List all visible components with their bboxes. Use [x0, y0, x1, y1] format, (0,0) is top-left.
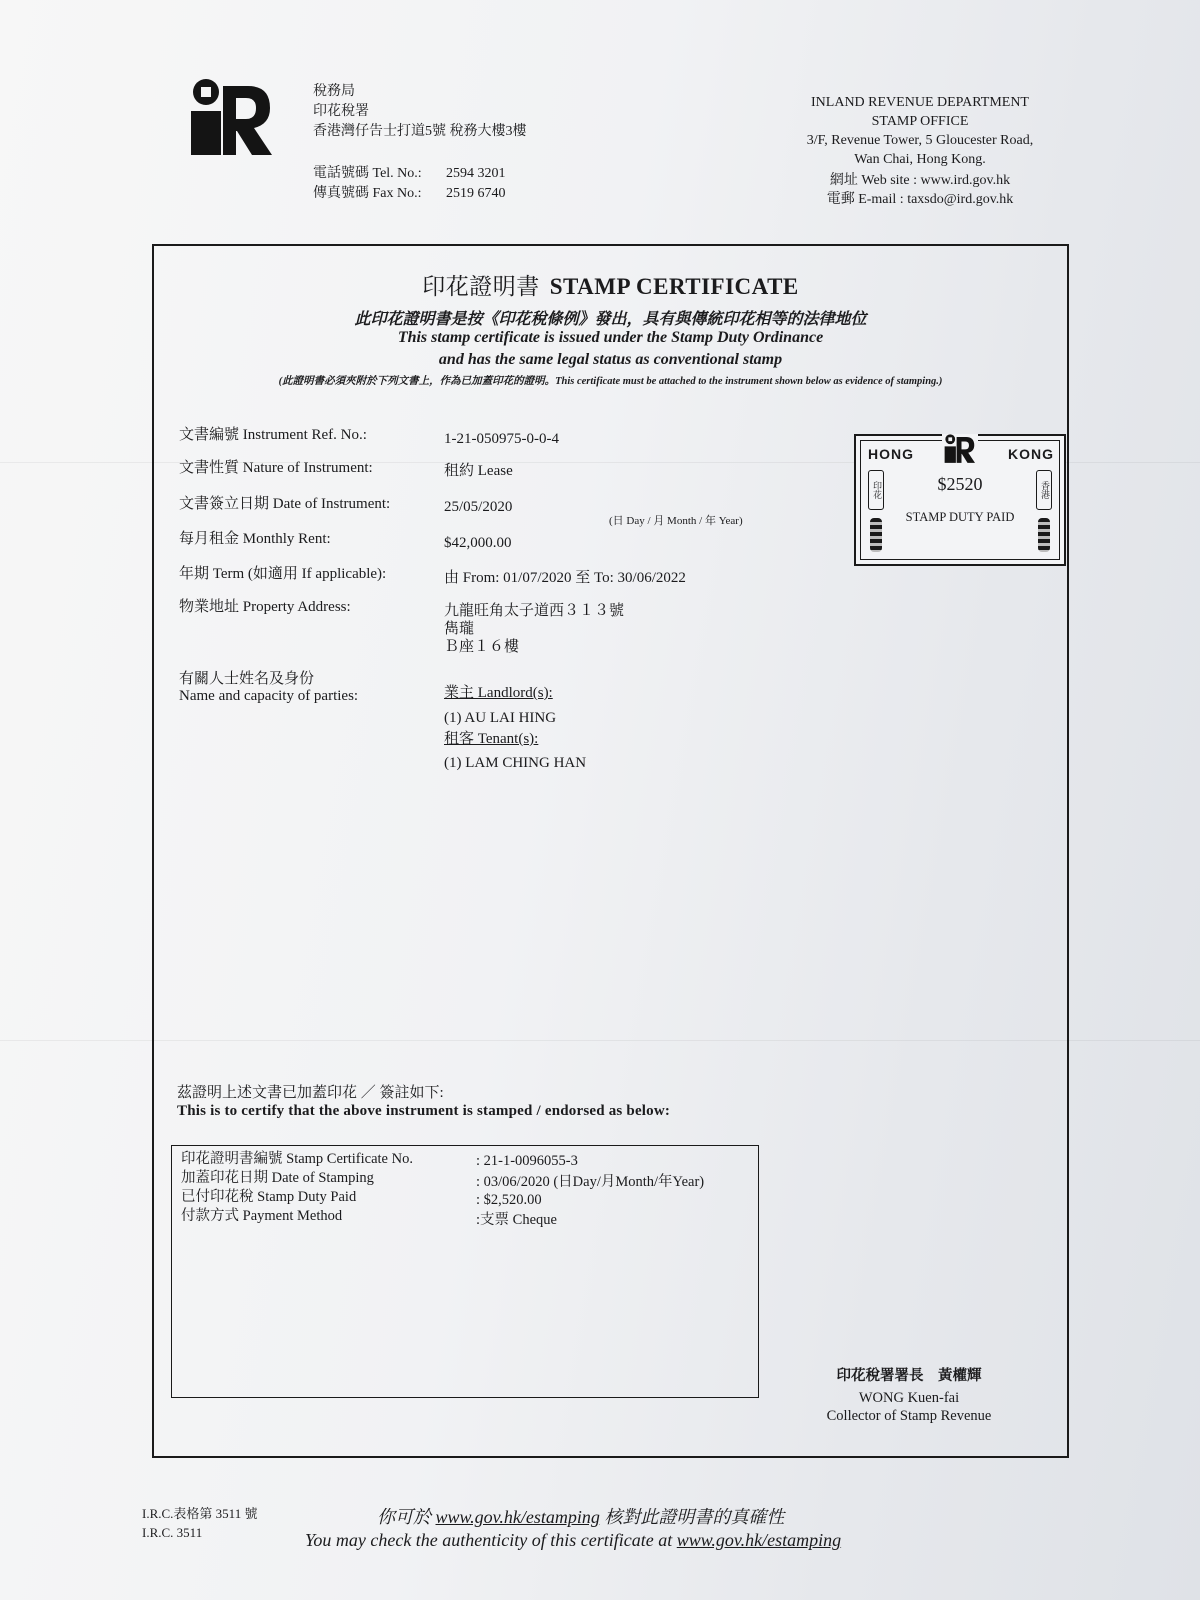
landlord-heading: 業主 Landlord(s): [444, 685, 553, 701]
date-format-hint: (日 Day / 月 Month / 年 Year) [609, 515, 743, 527]
tel-label: 電話號碼 Tel. No.: [313, 166, 422, 181]
email-label: 電郵 E-mail : [826, 192, 904, 207]
verify-line-en: You may check the authenticity of this certificate at www.gov.hk/estamping [305, 1530, 842, 1550]
collector-name-en: WONG Kuen-fai [858, 1390, 960, 1406]
term-label: 年期 Term (如適用 If applicable): [179, 566, 387, 582]
nature-label: 文書性質 Nature of Instrument: [179, 460, 373, 476]
verify-line-zh: 你可於 www.gov.hk/estamping 核對此證明書的真確性 [377, 1507, 785, 1527]
ird-logo-icon [190, 78, 274, 158]
office-name-zh: 印花稅署 [313, 104, 369, 119]
stamping-date-label: 加蓋印花日期 Date of Stamping [181, 1170, 374, 1186]
form-number-zh: I.R.C.表格第 3511 號 [142, 1506, 258, 1521]
seal-kong: KONG [1008, 446, 1054, 462]
estamping-link[interactable]: www.gov.hk/estamping [435, 1507, 600, 1527]
seal-chop-left: 印花 [868, 470, 884, 510]
estamping-link-en[interactable]: www.gov.hk/estamping [676, 1530, 842, 1550]
address-en-line-2: Wan Chai, Hong Kong. [854, 152, 986, 167]
seal-hong: HONG [868, 446, 914, 462]
certificate-subtitle-en-1: This stamp certificate is issued under the Stamp Duty Ordinance [397, 329, 824, 346]
property-address-line-3: Ｂ座１６樓 [444, 639, 520, 655]
payment-method-label: 付款方式 Payment Method [181, 1208, 343, 1224]
seal-amount: $2520 [937, 474, 983, 494]
header-address-en [770, 93, 1070, 209]
cert-no-label: 印花證明書編號 Stamp Certificate No. [181, 1151, 413, 1167]
website-link[interactable]: www.ird.gov.hk [920, 173, 1011, 188]
seal-ird-logo-icon [942, 434, 978, 464]
website-row [770, 171, 1070, 190]
collector-title-en: Collector of Stamp Revenue [826, 1408, 992, 1424]
department-name-en: INLAND REVENUE DEPARTMENT [811, 95, 1029, 110]
certificate-title-en: STAMP CERTIFICATE [549, 274, 799, 299]
address-en-line-1: 3/F, Revenue Tower, 5 Gloucester Road, [806, 133, 1034, 148]
stamping-date-value: : 03/06/2020 (日Day/月Month/年Year) [476, 1174, 705, 1190]
tel-value: 2594 3201 [446, 166, 506, 181]
duty-paid-label: 已付印花稅 Stamp Duty Paid [181, 1189, 357, 1205]
email-row [770, 190, 1070, 209]
parties-label-zh: 有關人士姓名及身份 [179, 671, 315, 687]
landlord-name: (1) AU LAI HING [444, 710, 557, 726]
tenant-name: (1) LAM CHING HAN [444, 755, 587, 771]
header-address-zh [313, 82, 527, 142]
certify-line-zh: 茲證明上述文書已加蓋印花 ／ 簽註如下: [177, 1085, 444, 1101]
endorsement-box [171, 1145, 759, 1398]
certificate-title [154, 268, 1067, 301]
tenant-heading: 租客 Tenant(s): [444, 731, 539, 747]
monthly-rent-label: 每月租金 Monthly Rent: [179, 531, 331, 547]
certificate-title-zh: 印花證明書 [422, 274, 540, 299]
certificate-note: (此證明書必須夾附於下列文書上，作為已加蓋印花的證明。This certificate must be attached to the instrument shown below as evidence of stamping.) [278, 376, 943, 387]
seal-paid-text: STAMP DUTY PAID [905, 510, 1015, 524]
stamp-certificate-frame [152, 244, 1069, 1458]
cert-no-value: : 21-1-0096055-3 [476, 1153, 578, 1169]
certificate-subtitle-en-2: and has the same legal status as conventional stamp [438, 351, 783, 368]
seal-knot-right-icon [1038, 518, 1050, 552]
office-name-en: STAMP OFFICE [871, 114, 969, 129]
certificate-subtitle-zh: 此印花證明書是按《印花稅條例》發出，具有與傳統印花相等的法律地位 [354, 311, 867, 328]
parties-label-en: Name and capacity of parties: [179, 688, 359, 704]
property-address-line-1: 九龍旺角太子道西３１３號 [444, 603, 625, 619]
payment-method-value: :支票 Cheque [476, 1212, 557, 1228]
instrument-date-label: 文書簽立日期 Date of Instrument: [179, 496, 391, 512]
seal-knot-left-icon [870, 518, 882, 552]
contact-numbers [313, 164, 506, 204]
fax-value: 2519 6740 [446, 186, 506, 201]
email-link[interactable]: taxsdo@ird.gov.hk [907, 192, 1014, 207]
term-value: 由 From: 01/07/2020 至 To: 30/06/2022 [444, 570, 686, 586]
instrument-ref-label: 文書編號 Instrument Ref. No.: [179, 427, 367, 443]
nature-value: 租約 Lease [444, 463, 513, 479]
website-label: 網址 Web site : [829, 173, 918, 188]
property-address-label: 物業地址 Property Address: [179, 599, 351, 615]
fax-label: 傳真號碼 Fax No.: [313, 186, 422, 201]
department-name-zh: 稅務局 [313, 84, 355, 99]
certify-line-en: This is to certify that the above instrument is stamped / endorsed as below: [177, 1103, 671, 1119]
form-number-en: I.R.C. 3511 [142, 1525, 203, 1540]
instrument-date-value: 25/05/2020 [444, 499, 513, 515]
monthly-rent-value: $42,000.00 [444, 535, 512, 551]
collector-title-zh: 印花稅署署長 黃權輝 [836, 1368, 982, 1384]
property-address-line-2: 雋瓏 [444, 621, 475, 637]
stamp-duty-paid-seal [854, 434, 1066, 566]
instrument-ref-value: 1-21-050975-0-0-4 [444, 431, 559, 447]
duty-paid-value: : $2,520.00 [476, 1192, 542, 1208]
seal-chop-right: 香港 [1036, 470, 1052, 510]
address-zh: 香港灣仔告士打道5號 稅務大樓3樓 [313, 124, 527, 139]
